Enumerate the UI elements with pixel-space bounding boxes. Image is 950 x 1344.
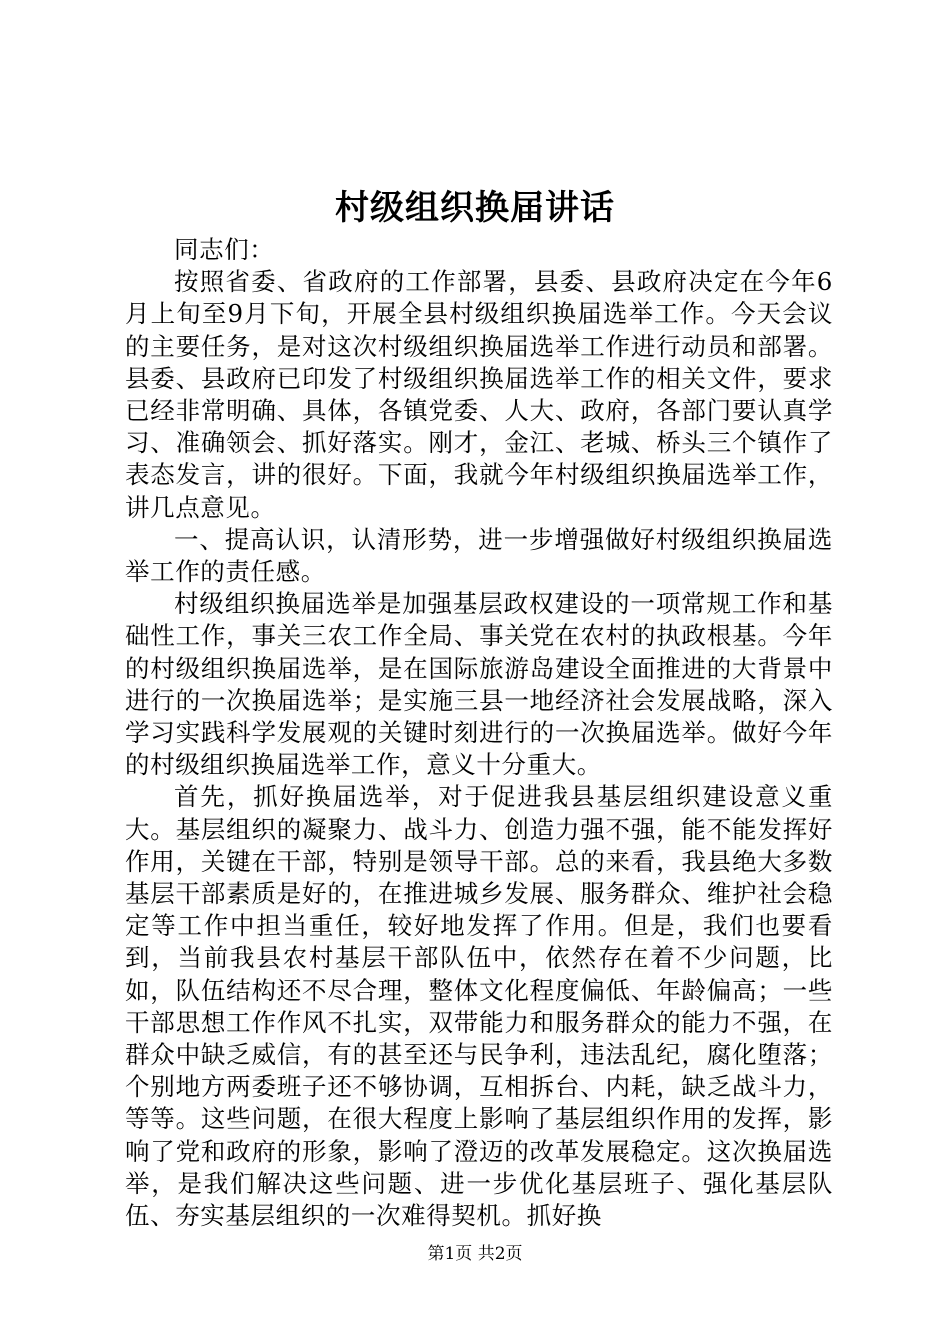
document-title: 村级组织换届讲话	[335, 188, 615, 228]
body-paragraph: 村级组织换届选举是加强基层政权建设的一项常规工作和基础性工作，事关三农工作全局、事关党在农村的执政根基。今年的村级组织换届选举，是在国际旅游岛建设全面推进的大背景中进行的一次换届选举；是实施三县一地经济社会发展战略，深入学习实践科学发展观的关键时刻进行的一次换届选举。做好今年的村级组织换届选举工作，意义十分重大。	[125, 589, 833, 780]
document-body	[125, 234, 833, 1232]
salutation-paragraph: 同志们：	[174, 235, 275, 264]
section-heading-paragraph: 一、提高认识，认清形势，进一步增强做好村级组织换届选举工作的责任感。	[125, 524, 833, 587]
intro-paragraph: 按照省委、省政府的工作部署，县委、县政府决定在今年6月上旬至9月下旬，开展全县村级组织换届选举工作。今天会议的主要任务，是对这次村级组织换届选举工作进行动员和部署。县委、县政府已印发了村级组织换届选举工作的相关文件，要求已经非常明确、具体，各镇党委、人大、政府，各部门要认真学习、准确领会、抓好落实。刚才，金江、老城、桥头三个镇作了表态发言，讲的很好。下面，我就今年村级组织换届选举工作，讲几点意见。	[125, 267, 833, 522]
page-footer: 第1页 共2页	[427, 1244, 523, 1264]
body-paragraph: 首先，抓好换届选举，对于促进我县基层组织建设意义重大。基层组织的凝聚力、战斗力、创造力强不强，能不能发挥好作用，关键在干部，特别是领导干部。总的来看，我县绝大多数基层干部素质是好的，在推进城乡发展、服务群众、维护社会稳定等工作中担当重任，较好地发挥了作用。但是，我们也要看到，当前我县农村基层干部队伍中，依然存在着不少问题，比如，队伍结构还不尽合理，整体文化程度偏低、年龄偏高；一些干部思想工作作风不扎实，双带能力和服务群众的能力不强，在群众中缺乏威信，有的甚至还与民争利，违法乱纪，腐化堕落；个别地方两委班子还不够协调，互相拆台、内耗，缺乏战斗力，等等。这些问题，在很大程度上影响了基层组织作用的发挥，影响了党和政府的形象，影响了澄迈的改革发展稳定。这次换届选举，是我们解决这些问题、进一步优化基层班子、强化基层队伍、夯实基层组织的一次难得契机。抓好换	[125, 782, 833, 1231]
